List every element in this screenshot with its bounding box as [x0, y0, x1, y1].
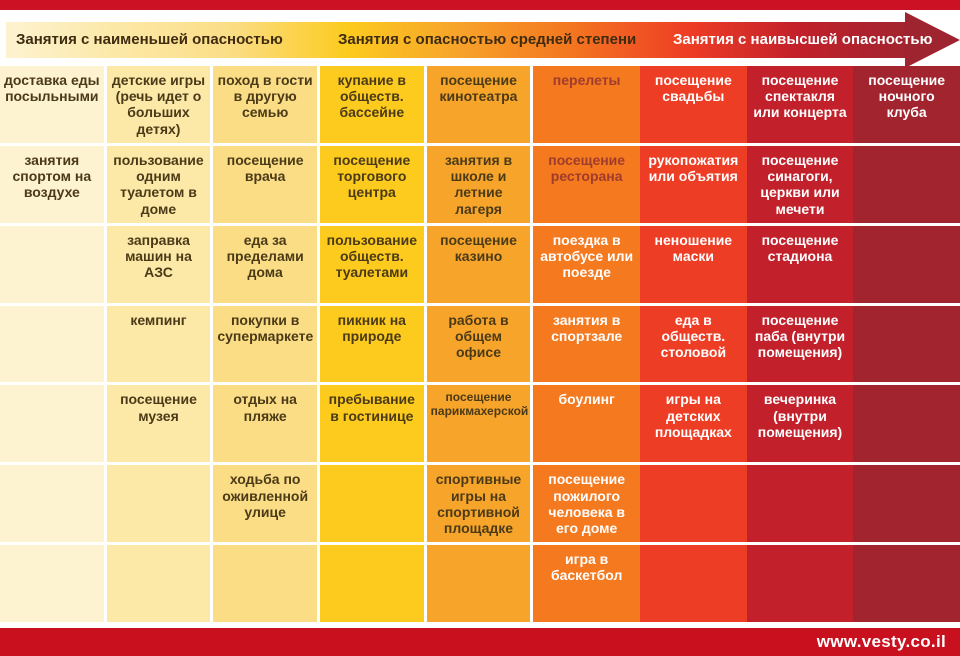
- table-cell: рукопожатия или объятия: [640, 146, 747, 223]
- table-cell: [0, 226, 107, 303]
- table-cell: игры на детских площадках: [640, 385, 747, 462]
- table-cell: вечеринка (внутри помещения): [747, 385, 854, 462]
- table-cell: посещение паба (внутри помещения): [747, 306, 854, 383]
- table-cell: посещение синагоги, церкви или мечети: [747, 146, 854, 223]
- table-cell: неношение маски: [640, 226, 747, 303]
- table-cell: пользование обществ. туалетами: [320, 226, 427, 303]
- table-cell: [0, 306, 107, 383]
- table-cell: [0, 385, 107, 462]
- table-cell: еда за пределами дома: [213, 226, 320, 303]
- table-cell: перелеты: [533, 66, 640, 143]
- table-cell: игра в баскетбол: [533, 545, 640, 622]
- risk-gradient-header: [0, 10, 960, 66]
- table-cell: боулинг: [533, 385, 640, 462]
- table-cell: посещение казино: [427, 226, 534, 303]
- table-cell: [0, 545, 107, 622]
- table-cell: поездка в автобусе или поезде: [533, 226, 640, 303]
- table-cell: пребывание в гостинице: [320, 385, 427, 462]
- table-cell: посещение врача: [213, 146, 320, 223]
- table-cell: [747, 465, 854, 542]
- table-cell: [213, 545, 320, 622]
- table-cell: [320, 545, 427, 622]
- risk-level-label-medium: Занятия с опасностью средней степени: [338, 31, 637, 48]
- risk-level-label-high: Занятия с наивысшей опасностью: [673, 31, 933, 48]
- table-cell: [853, 226, 960, 303]
- table-cell: [107, 465, 214, 542]
- table-cell: посещение спектакля или концерта: [747, 66, 854, 143]
- table-cell: кемпинг: [107, 306, 214, 383]
- table-cell: посещение свадьбы: [640, 66, 747, 143]
- table-cell: [427, 545, 534, 622]
- table-cell: детские игры (речь идет о больших детях): [107, 66, 214, 143]
- risk-level-label-low: Занятия с наименьшей опасностью: [16, 31, 283, 48]
- table-cell: посещение пожилого человека в его доме: [533, 465, 640, 542]
- table-cell: заправка машин на АЗС: [107, 226, 214, 303]
- table-cell: посещение стадиона: [747, 226, 854, 303]
- table-cell: работа в общем офисе: [427, 306, 534, 383]
- table-cell: [853, 545, 960, 622]
- table-cell: [747, 545, 854, 622]
- table-cell: посещение парикмахерской: [427, 385, 534, 462]
- table-cell: спортивные игры на спортивной площадке: [427, 465, 534, 542]
- table-cell: посещение кинотеатра: [427, 66, 534, 143]
- table-cell: поход в гости в другую семью: [213, 66, 320, 143]
- footer-bar: [0, 628, 960, 656]
- table-cell: пикник на природе: [320, 306, 427, 383]
- table-cell: [107, 545, 214, 622]
- table-cell: посещение торгового центра: [320, 146, 427, 223]
- table-cell: [0, 465, 107, 542]
- table-cell: посещение ресторана: [533, 146, 640, 223]
- table-cell: еда в обществ. столовой: [640, 306, 747, 383]
- top-red-bar: [0, 0, 960, 10]
- table-cell: пользование одним туалетом в доме: [107, 146, 214, 223]
- table-cell: [853, 306, 960, 383]
- table-cell: ходьба по оживленной улице: [213, 465, 320, 542]
- table-cell: [853, 146, 960, 223]
- website-url: www.vesty.co.il: [816, 632, 946, 651]
- table-cell: посещение ночного клуба: [853, 66, 960, 143]
- table-cell: [853, 385, 960, 462]
- table-cell: [320, 465, 427, 542]
- table-cell: [853, 465, 960, 542]
- risk-table: [0, 66, 960, 622]
- table-cell: [640, 465, 747, 542]
- table-cell: занятия спортом на воздухе: [0, 146, 107, 223]
- table-cell: покупки в супермаркете: [213, 306, 320, 383]
- table-cell: доставка еды посыльными: [0, 66, 107, 143]
- table-cell: купание в обществ. бассейне: [320, 66, 427, 143]
- table-cell: посещение музея: [107, 385, 214, 462]
- table-cell: занятия в школе и летние лагеря: [427, 146, 534, 223]
- table-cell: отдых на пляже: [213, 385, 320, 462]
- table-cell: [640, 545, 747, 622]
- table-cell: занятия в спортзале: [533, 306, 640, 383]
